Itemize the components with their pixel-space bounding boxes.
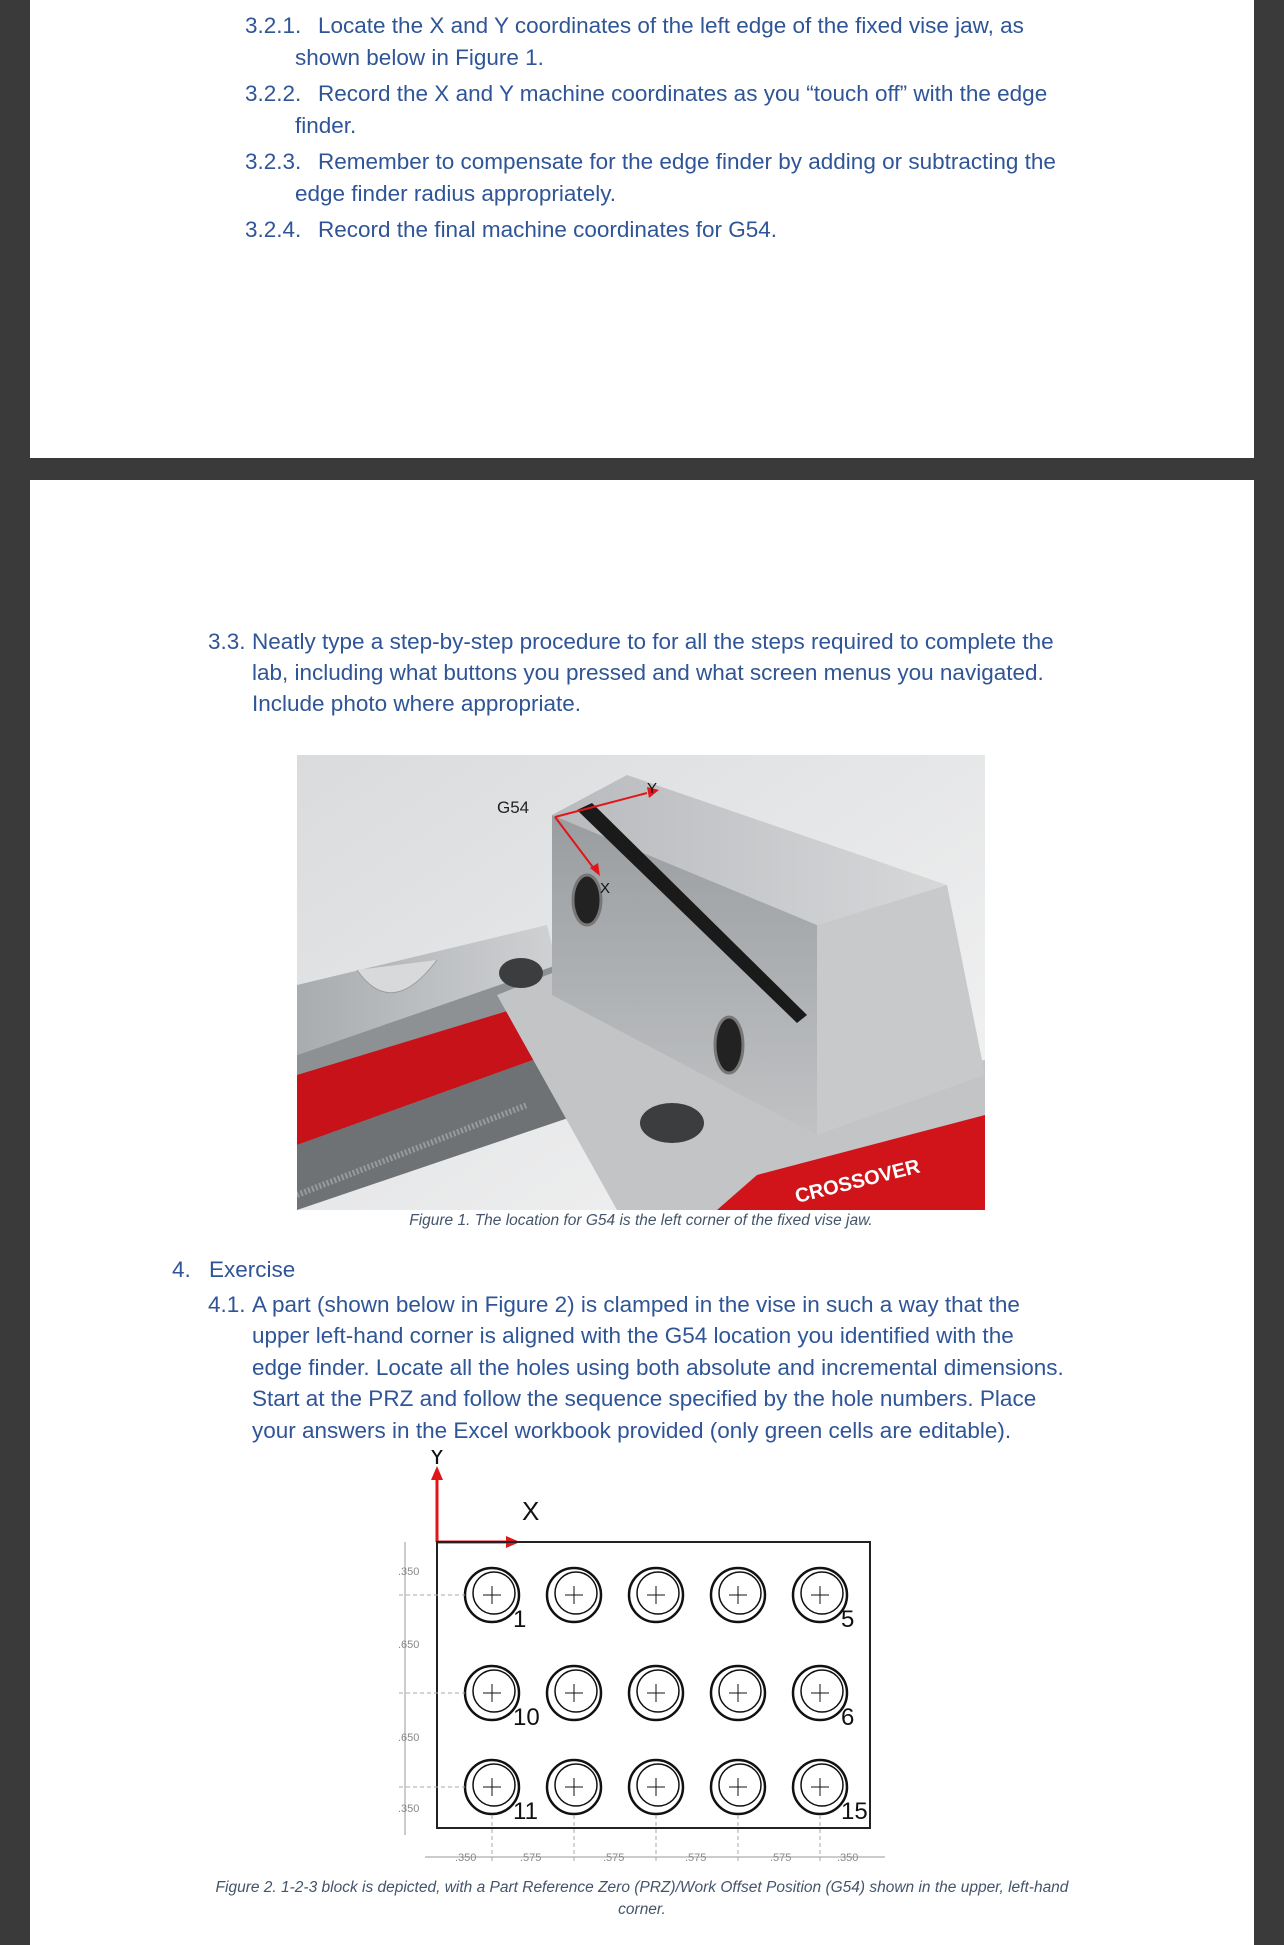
- vise-brand-text: CROSSOVER: [792, 1155, 923, 1208]
- hole-r3-c4: [711, 1760, 765, 1814]
- step-4-1-number: 4.1.: [208, 1292, 246, 1317]
- drawing-y-label: Y: [429, 1450, 446, 1470]
- step-3-2-4-number: 3.2.4.: [245, 217, 302, 242]
- hole-r2-c2: [547, 1666, 601, 1720]
- block-outline: [437, 1542, 870, 1828]
- hole-label-15: 15: [841, 1798, 868, 1825]
- figure-1-caption: Figure 1. The location for G54 is the left corner of the fixed vise jaw.: [409, 1212, 873, 1229]
- hole-label-5: 5: [841, 1606, 855, 1633]
- step-3-2-1-text: Locate the X and Y coordinates of the left edge of the fixed vise jaw, as: [318, 13, 1024, 38]
- hole-label-6: 6: [841, 1704, 855, 1731]
- step-3-2-2-number: 3.2.2.: [245, 81, 302, 106]
- figure-2-caption-line-2: corner.: [618, 1901, 666, 1918]
- page-1: [30, 0, 1254, 458]
- step-4-1-line-2: upper left-hand corner is aligned with the G54 location you identified with the: [252, 1323, 1014, 1348]
- h-dim-1: .350: [455, 1852, 477, 1862]
- hole-r1-c5: [793, 1568, 847, 1622]
- step-4-1-line-4: Start at the PRZ and follow the sequence specified by the hole numbers. Place: [252, 1386, 1037, 1411]
- hole-r3-c2: [547, 1760, 601, 1814]
- step-4-1-line-1: A part (shown below in Figure 2) is clamped in the vise in such a way that the: [252, 1292, 1020, 1317]
- section-4-number: 4.: [172, 1257, 191, 1282]
- hole-label-11: 11: [513, 1798, 538, 1825]
- step-3-2-4-text: Record the final machine coordinates for G54.: [318, 217, 777, 242]
- hole-pattern-drawing: [385, 1450, 900, 1862]
- hole-r3-c1: [465, 1760, 519, 1814]
- h-dim-3: .575: [603, 1852, 625, 1862]
- section-4-title: Exercise: [209, 1257, 296, 1282]
- hole-r2-c3: [629, 1666, 683, 1720]
- hole-r2-c4: [711, 1666, 765, 1720]
- v-dim-4: .350: [398, 1803, 420, 1815]
- step-3-2-3-number: 3.2.3.: [245, 149, 302, 174]
- step-3-2-3-text: Remember to compensate for the edge finder by adding or subtracting the: [318, 149, 1056, 174]
- hole-r1-c1: [465, 1568, 519, 1622]
- vise-photo: [297, 755, 985, 1210]
- step-3-3-number: 3.3.: [208, 629, 246, 654]
- step-3-3-line-2: lab, including what buttons you pressed and what screen menus you navigated.: [252, 660, 1044, 685]
- hole-r2-c1: [465, 1666, 519, 1720]
- v-dim-3: .650: [398, 1732, 420, 1744]
- step-3-3-line-1: Neatly type a step-by-step procedure to for all the steps required to complete the: [252, 629, 1054, 654]
- step-3-2-2-text: Record the X and Y machine coordinates as you “touch off” with the edge: [318, 81, 1048, 106]
- dimension-ticks: [399, 1595, 820, 1862]
- step-4-1-line-5: your answers in the Excel workbook provided (only green cells are editable).: [252, 1418, 1012, 1443]
- step-3-3-line-3: Include photo where appropriate.: [252, 691, 581, 716]
- hole-label-10: 10: [513, 1704, 540, 1731]
- hole-r2-c5: [793, 1666, 847, 1720]
- step-3-2-1-continuation: shown below in Figure 1.: [295, 45, 544, 70]
- step-3-2-3-continuation: edge finder radius appropriately.: [295, 181, 617, 206]
- h-dim-5: .575: [770, 1852, 792, 1862]
- h-dim-6: .350: [837, 1852, 859, 1862]
- hole-r3-c5: [793, 1760, 847, 1814]
- hole-label-1: 1: [513, 1606, 527, 1633]
- v-dim-1: .350: [398, 1566, 420, 1578]
- drawing-x-label: X: [522, 1496, 540, 1526]
- hole-r1-c4: [711, 1568, 765, 1622]
- hole-r3-c3: [629, 1760, 683, 1814]
- h-dim-2: .575: [520, 1852, 542, 1862]
- hole-r1-c3: [629, 1568, 683, 1622]
- step-4-1-line-3: edge finder. Locate all the holes using both absolute and incremental dimensions.: [252, 1355, 1064, 1380]
- hole-r1-c2: [547, 1568, 601, 1622]
- photo-x-label: X: [600, 880, 611, 897]
- step-3-2-1-number: 3.2.1.: [245, 13, 302, 38]
- photo-y-label: Y: [647, 780, 658, 797]
- v-dim-2: .650: [398, 1639, 420, 1651]
- step-3-2-2-continuation: finder.: [295, 113, 357, 138]
- h-dim-4: .575: [685, 1852, 707, 1862]
- figure-2-caption-line-1: Figure 2. 1-2-3 block is depicted, with a Part Reference Zero (PRZ)/Work Offset Position (G54) shown in the upper, left-hand: [215, 1879, 1069, 1896]
- holes-group: [465, 1568, 847, 1814]
- g54-label: G54: [497, 798, 530, 817]
